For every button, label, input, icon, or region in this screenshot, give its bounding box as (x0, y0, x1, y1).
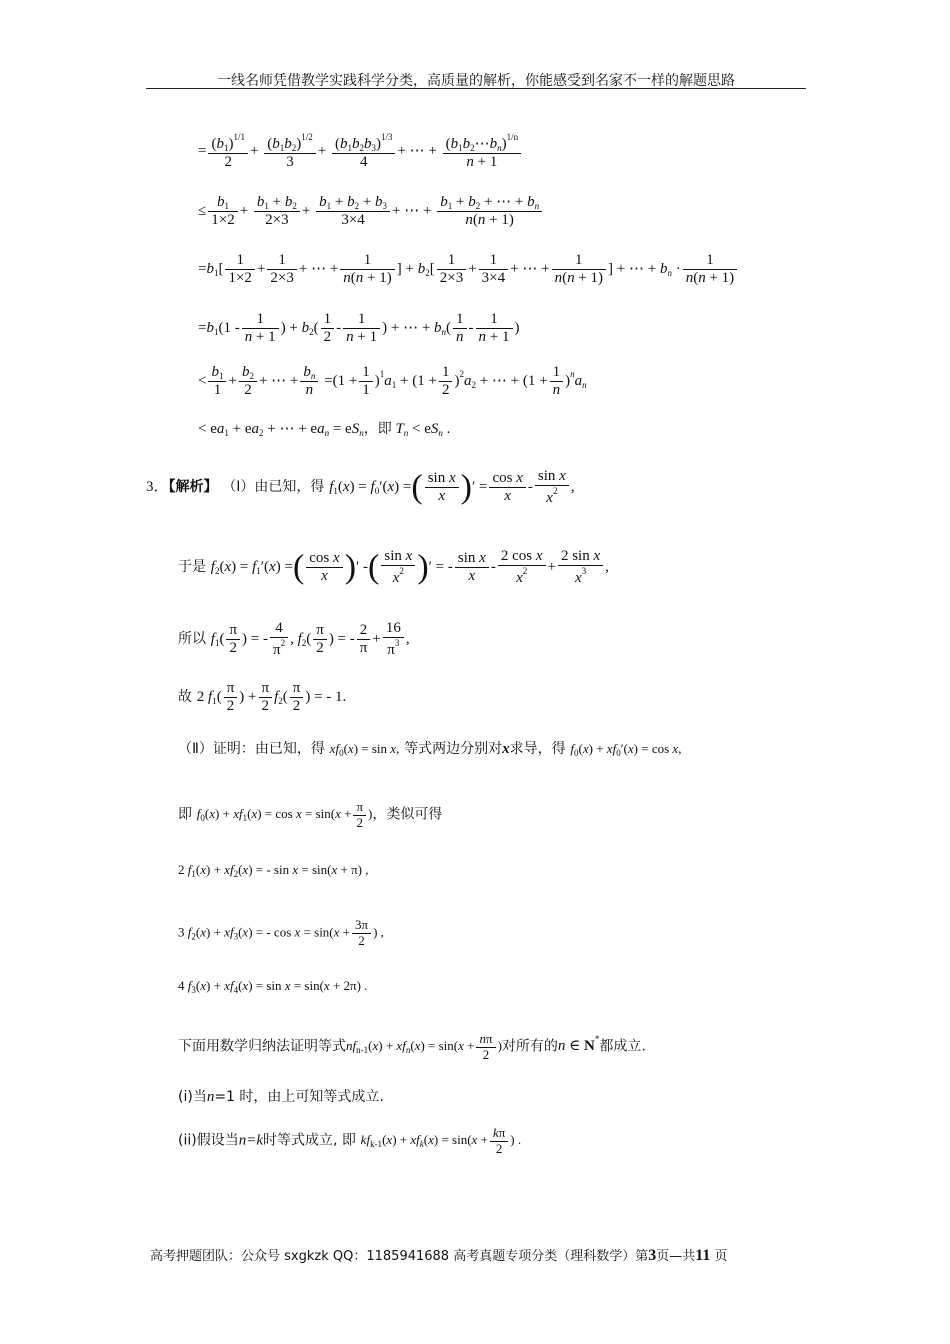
yushi-text: 于是 (178, 559, 206, 576)
case2-pre: (ii)假设当 (178, 1132, 239, 1149)
problem-3-line-12: (ii)假设当n=k时等式成立, 即 $kf_{k-1}(x) + xf_k(x) = \sin(x$ + $\frac{k\pi}{2}$ ) . (178, 1125, 522, 1156)
problem-3-line-7: 2 $f_1(x) + xf_2(x)$ = - sin x = sin(x + π) , (178, 862, 369, 879)
problem-3-line-2: 于是 $f_2(x) = f_1'(x)$ =( $\frac{\text{cos x}}{x}$ )′ -( $\frac{\text{sin x}}{x^2}$ )′ = - $\frac{\text{sin x}}{x}$ - $\frac{\text{2 cos x}}{x^2}$ + $\frac{\text{2 sin x}}{x^3}$ , (178, 548, 609, 587)
equation-line-4: $=b_1(1$ - $\frac{1}{n + 1}$ ) + $b_2$( $\frac{1}{2}$ - $\frac{1}{n + 1}$ ) + ⋯ + $b_n$( $\frac{1}{n}$ - $\frac{1}{n + 1}$ ) (198, 311, 520, 346)
problem-3-line-5: （Ⅱ）证明：由已知，得 $xf_0(x) = \sin x$, 等式两边分别对x求导，得 $f_0(x) + xf_0'(x) = \cos x$, (178, 741, 682, 758)
problem-3-line-6: 即 $f_0(x) + xf_1(x) = \cos x = \sin(x$ + $\frac{\pi}{2}$ )，类似可得 (178, 799, 443, 830)
problem-3-line-3: 所以 $f_1$( $\frac{\pi}{2}$ ) = - $\frac{4}{\pi^2}$ , $f_2$( $\frac{\pi}{2}$ ) = - $\frac{2}{\pi}$ + $\frac{16}{\pi^3}$ , (178, 620, 410, 659)
part2-var: x (502, 741, 510, 757)
induction-intro: 下面用数学归纳法证明等式 (178, 1038, 346, 1055)
result-text: = - 1. (314, 689, 347, 706)
equation-line-3: $=b_1$[ $\frac{1}{1\times 2}$ + $\frac{1}{2\times 3}$ + ⋯ + $\frac{1}{n(n + 1)}$ ] + $b_2$[ $\frac{1}{2\times 3}$ + $\frac{1}{3\times 4}$ + ⋯ + $\frac{1}{n(n + 1)}$ ] + ⋯ + $b_n$ · $\frac{1}{n(n + 1)}$ (198, 252, 739, 288)
footer-page: 3 (648, 1247, 657, 1264)
equation-line-2: ≤ $\frac{b_1}{1\times 2}$ + $\frac{b_1 + b_2}{2\times 3}$ + $\frac{b_1 + b_2 + b_3}{3\times 4}$ + ⋯ + $\frac{b_1 + b_2 + \cdots + b_n}{n(n + 1)}$ (198, 194, 544, 230)
footer-series: 高考真题专项分类（理科数学）第 (453, 1249, 649, 1264)
page-footer (150, 1245, 728, 1265)
part1-intro: （Ⅰ）由已知，得 (222, 479, 325, 496)
problem-3-line-8: 3 $f_2(x) + xf_3(x)$ = - cos x = sin(x + $\frac{3\pi}{2}$ ) , (178, 917, 384, 948)
induction-tail: 对所有的 (501, 1038, 558, 1055)
problem-3-line-4: 故 2 $f_1$( $\frac{\pi}{2}$ ) + $\frac{\pi}{2}$ $f_2$( $\frac{\pi}{2}$ ) = - 1. (178, 680, 347, 715)
case2-var: n=k (238, 1132, 263, 1149)
suoyi-text: 所以 (178, 631, 206, 648)
ji-text: 即 (178, 806, 192, 823)
problem-3-line-11 (178, 1086, 384, 1106)
footer-total: 11 (695, 1247, 711, 1264)
problem-3-line-9: 4 $f_3(x) + xf_4(x) = \sin x = \sin(x + 2\pi)$ . (178, 978, 368, 995)
problem-3-line-1: 3．【解析】 （Ⅰ）由已知，得 $f_1(x) = f_0'(x)$ =( $\frac{\text{sin x}}{x}$ )′ = $\frac{\text{cos x}}{x}$ - $\frac{\text{sin x}}{x^2}$ , (146, 468, 575, 507)
part2-mid2: 求导，得 (509, 741, 566, 757)
footer-left: 高考押题团队：公众号 (150, 1249, 281, 1264)
equation-line-1: = $\frac{(b_1)^{1/1}}{2}$ + $\frac{(b_1b_2)^{1/2}}{3}$ + $\frac{(b_1b_2b_3)^{1/3}}{4}$ + ⋯ + $\frac{(b_1b_2\cdots b_n)^{1/n}}{n + 1}$ (198, 132, 523, 172)
part2-mid: 等式两边分别对 (404, 741, 503, 757)
problem-3-line-10: 下面用数学归纳法证明等式$nf_{n-1}(x) + xf_n(x) = \sin(x$ + $\frac{n\pi}{2}$ )对所有的n ∈ N*都成立. (178, 1031, 646, 1062)
case2-post: 时等式成立, 即 (262, 1132, 356, 1149)
footer-qq: QQ：1185941688 (332, 1249, 450, 1264)
case1-pre: (i)当 (178, 1089, 207, 1105)
case1-post: =1 时，由上可知等式成立. (214, 1089, 384, 1105)
problem-number: 3． (146, 479, 169, 496)
footer-mid: 页—共 (656, 1249, 696, 1264)
header-rule (146, 88, 806, 89)
induction-end: 都成立. (599, 1038, 646, 1055)
footer-handle: sxgkzk (284, 1249, 329, 1264)
part2-intro: （Ⅱ）证明：由已知，得 (178, 741, 325, 757)
page-header: 一线名师凭借教学实践科学分类，高质量的解析，你能感受到名家不一样的解题思路 (217, 73, 735, 89)
footer-end: 页 (714, 1249, 728, 1264)
leisi-text: ，类似可得 (372, 806, 443, 823)
equation-line-6: < $ea_1 + ea_2$ + ⋯ + $ea_n = eS_n$，即 $T_n < eS_n$ . (198, 421, 451, 438)
equation-line-5: < $\frac{b_1}{1}$ + $\frac{b_2}{2}$ + ⋯ + $\frac{b_n}{n}$ =(1 + $\frac{1}{1}$ )$^1a_1 + (1$ + $\frac{1}{2}$ )$^2a_2$ + ⋯ + (1 + $\frac{1}{n}$ )$^na_n$ (198, 364, 587, 399)
case1-var: n (206, 1089, 215, 1105)
analysis-tag: 【解析】 (168, 479, 218, 496)
ineq-conclusion-text: ，即 (363, 421, 392, 437)
gu-text: 故 (178, 689, 192, 706)
